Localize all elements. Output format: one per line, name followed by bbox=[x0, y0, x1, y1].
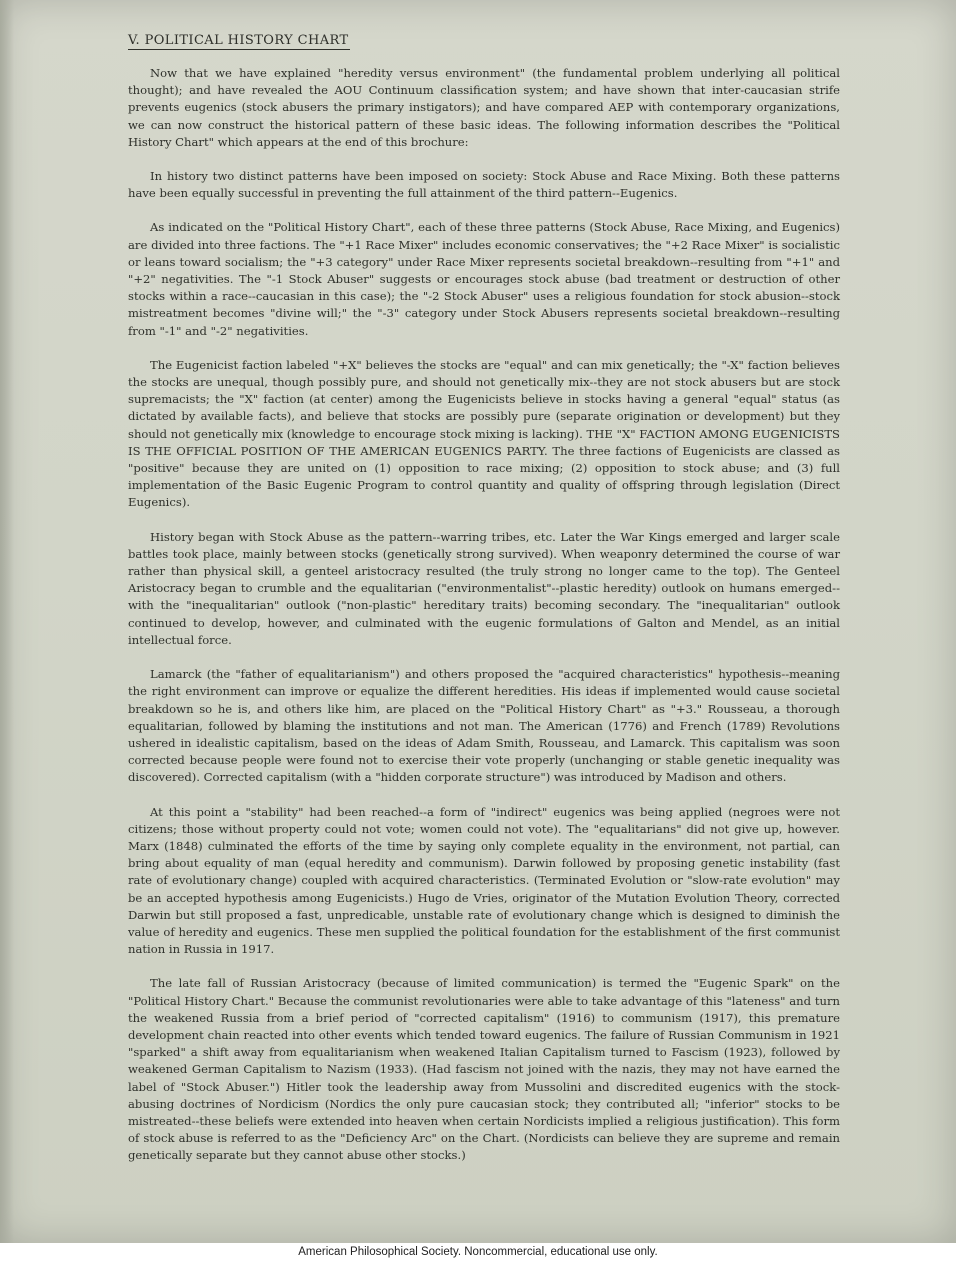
paragraph: As indicated on the "Political History Chart", each of these three patterns (Stock Abuse, Race Mixing, and Eugenics) are divided into three factions. The "+1 Race Mixer" includes economic conservatives; the "+2 Race Mixer" is socialistic or leans toward socialism; the "+3 category" under Race Mixer represents societal breakdown--resulting from "+1" and "+2" negativities. The "-1 Stock Abuser" suggests or encourages stock abuse (bad treatment or destruction of other stocks within a race--caucasian in this case); the "-2 Stock Abuser" uses a religious foundation for stock abusion--stock mistreatment becomes "divine will;" the "-3" category under Stock Abusers represents societal breakdown--resulting from "-1" and "-2" negativities. bbox=[128, 220, 840, 338]
paragraph: In history two distinct patterns have been imposed on society: Stock Abuse and Race Mixing. Both these patterns have been equally successful in preventing the full attainment of the third pattern--Eugenics. bbox=[128, 169, 840, 201]
paragraph: Now that we have explained "heredity versus environment" (the fundamental problem underlying all political thought); and have revealed the AOU Continuum classification system; and have shown that inter-caucasian strife prevents eugenics (stock abusers the primary instigators); and have compared AEP with contemporary organizations, we can now construct the historical pattern of these basic ideas. The following information describes the "Political History Chart" which appears at the end of this brochure: bbox=[128, 66, 840, 149]
section-heading: V. POLITICAL HISTORY CHART bbox=[128, 33, 349, 48]
paragraph: The late fall of Russian Aristocracy (because of limited communication) is termed the "Eugenic Spark" on the "Political History Chart." Because the communist revolutionaries were able to take advantage of this "lateness" and turn the weakened Russia from a brief period of "corrected capitalism" (1916) to communism (1917), this premature development chain reacted into other events which tended toward eugenics. The failure of Russian Communism in 1921 "sparked" a shift away from equalitarianism when weakened Italian Capitalism turned to Fascism (1923), followed by weakened German Capitalism to Nazism (1933). (Had fascism not joined with the nazis, they may not have earned the label of "Stock Abuser.") Hitler took the leadership away from Mussolini and discredited eugenics with the stock-abusing doctrines of Nordicism (Nordics the only pure caucasian stock; they contributed all; "inferior" stocks to be mistreated--these beliefs were extended into heaven when certain Nordicists implied a religious justification). This form of stock abuse is referred to as the "Deficiency Arc" on the Chart. (Nordicists can believe they are supreme and remain genetically separate but they cannot abuse other stocks.) bbox=[128, 976, 840, 1163]
paragraph: Lamarck (the "father of equalitarianism") and others proposed the "acquired characteristics" hypothesis--meaning the right environment can improve or equalize the different heredities. His ideas if implemented would cause societal breakdown so he is, and others like him, are placed on the "Political History Chart" as "+3." Rousseau, a thorough equalitarian, followed by blaming the institutions and not man. The American (1776) and French (1789) Revolutions ushered in idealistic capitalism, based on the ideas of Adam Smith, Rousseau, and Lamarck. This capitalism was soon corrected because people were found not to exercise their vote properly (unchanging or stable genetic inequality was discovered). Corrected capitalism (with a "hidden corporate structure") was introduced by Madison and others. bbox=[128, 667, 840, 785]
footer-credit: American Philosophical Society. Noncommercial, educational use only. bbox=[298, 1246, 658, 1258]
paragraph: The Eugenicist faction labeled "+X" believes the stocks are "equal" and can mix genetically; the "-X" faction believes the stocks are unequal, though possibly pure, and should not genetically mix--they are not stock abusers but are stock supremacists; the "X" faction (at center) among the Eugenicists believe in stocks having a general "equal" status (as dictated by available facts), and believe that stocks are possibly pure (separate origination or development) but they should not genetically mix (knowledge to encourage stock mixing is lacking). THE "X" FACTION AMONG EUGENICISTS IS THE OFFICIAL POSITION OF THE AMERICAN EUGENICS PARTY. The three factions of Eugenicists are classed as "positive" because they are united on (1) opposition to race mixing; (2) opposition to stock abuse; and (3) full implementation of the Basic Eugenic Program to control quantity and quality of offspring through legislation (Direct Eugenics). bbox=[128, 357, 840, 510]
body-text bbox=[128, 65, 840, 1182]
paragraph: History began with Stock Abuse as the pattern--warring tribes, etc. Later the War Kings emerged and larger scale battles took place, mainly between stocks (genetically strong survived). When weaponry determined the course of war rather than physical skill, a genteel aristocracy resulted (the truly strong no longer came to the top). The Genteel Aristocracy began to crumble and the equalitarian ("environmentalist"--plastic heredity) outlook on humans emerged--with the "inequalitarian" outlook ("non-plastic" hereditary traits) becoming secondary. The "inequalitarian" outlook continued to develop, however, and culminated with the eugenic formulations of Galton and Mendel, as an initial intellectual force. bbox=[128, 529, 840, 647]
paragraph: At this point a "stability" had been reached--a form of "indirect" eugenics was being applied (negroes were not citizens; those without property could not vote; women could not vote). The "equalitarians" did not give up, however. Marx (1848) culminated the efforts of the time by saying only complete equality in the environment, not partial, can bring about equality of man (equal heredity and communism). Darwin followed by proposing genetic instability (fast rate of evolutionary change) coupled with acquired characteristics. (Terminated Evolution or "slow-rate evolution" may be an accepted hypothesis among Eugenicists.) Hugo de Vries, originator of the Mutation Evolution Theory, corrected Darwin but still proposed a fast, unpredicable, unstable rate of evolutionary change which is designed to diminish the value of heredity and eugenics. These men supplied the political foundation for the establishment of the first communist nation in Russia in 1917. bbox=[128, 804, 840, 957]
